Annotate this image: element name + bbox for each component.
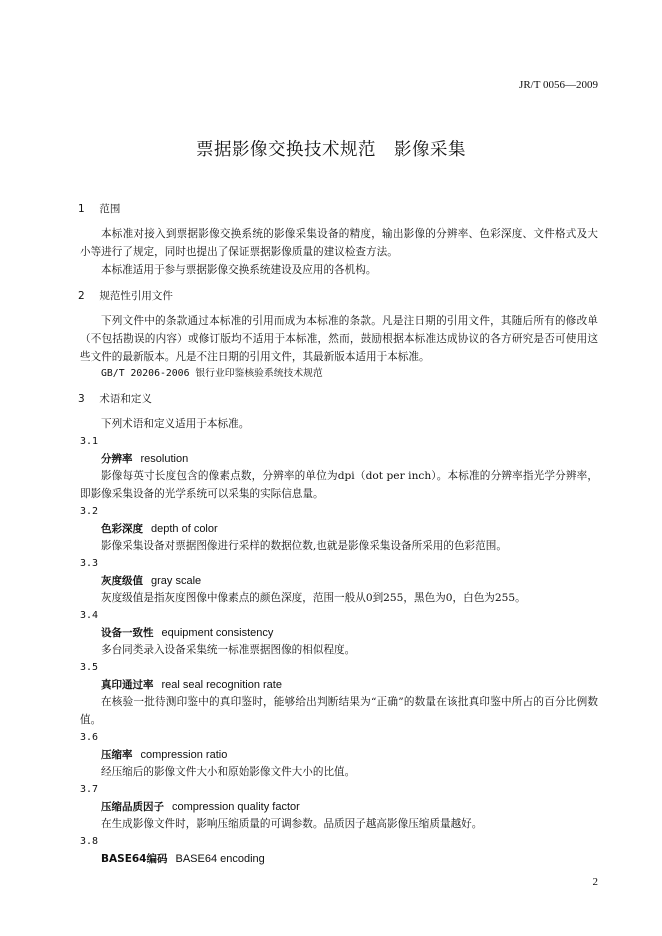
reference-gbt-20206: GB/T 20206-2006 银行业印鉴核验系统技术规范	[101, 368, 323, 379]
term-definition: 影像采集设备对票据图像进行采样的数据位数,也就是影像采集设备所采用的色彩范围。	[101, 540, 507, 552]
section-3-heading: 3 术语和定义	[78, 393, 152, 405]
term-number: 3.5	[80, 662, 99, 673]
term-heading: BASE64编码 BASE64 encoding	[101, 853, 265, 865]
section-2-para-1: 下列文件中的条款通过本标准的引用而成为本标准的条款。凡是注日期的引用文件，其随后所有的修改单（不包括勘误的内容）或修订版均不适用于本标准，然而，鼓励根据本标准达成协议的各方研究是否可使用这些文件的最新版本。凡是不注日期的引用文件，其最新版本适用于本标准。	[80, 315, 598, 363]
term-heading: 分辨率 resolution	[101, 453, 189, 465]
term-definition: 灰度级值是指灰度图像中像素点的颜色深度，范围一般从0到255，黑色为0，白色为255。	[101, 592, 526, 604]
section-1-heading: 1 范围	[78, 203, 121, 215]
term-number: 3.2	[80, 506, 99, 517]
term-number: 3.3	[80, 558, 99, 569]
term-number: 3.6	[80, 732, 99, 743]
term-definition: 经压缩后的影像文件大小和原始影像文件大小的比值。	[101, 766, 356, 778]
term-definition: 在生成影像文件时，影响压缩质量的可调参数。品质因子越高影像压缩质量越好。	[101, 818, 483, 830]
term-definition: 多台同类录入设备采集统一标准票据图像的相似程度。	[101, 644, 356, 656]
term-heading: 压缩率 compression ratio	[101, 749, 228, 761]
document-code: JR/T 0056—2009	[519, 79, 598, 91]
term-number: 3.7	[80, 784, 99, 795]
section-1-para-2: 本标准适用于参与票据影像交换系统建设及应用的各机构。	[101, 264, 377, 276]
term-heading: 压缩品质因子 compression quality factor	[101, 801, 300, 813]
term-number: 3.4	[80, 610, 99, 621]
term-heading: 设备一致性 equipment consistency	[101, 627, 274, 639]
page-title: 票据影像交换技术规范 影像采集	[196, 140, 466, 160]
page-number: 2	[592, 876, 598, 888]
section-1-para-1: 本标准对接入到票据影像交换系统的影像采集设备的精度，输出影像的分辨率、色彩深度、文件格式及大小等进行了规定，同时也提出了保证票据影像质量的建议检查方法。	[80, 228, 598, 258]
term-definition: 在核验一批待测印鉴中的真印鉴时，能够给出判断结果为“正确”的数量在该批真印鉴中所占的百分比例数值。	[80, 696, 598, 726]
term-heading: 真印通过率 real seal recognition rate	[101, 679, 282, 691]
term-heading: 灰度级值 gray scale	[101, 575, 202, 587]
section-2-heading: 2 规范性引用文件	[78, 290, 173, 302]
term-heading: 色彩深度 depth of color	[101, 523, 218, 535]
term-number: 3.8	[80, 836, 99, 847]
section-3-intro: 下列术语和定义适用于本标准。	[101, 418, 250, 430]
term-definition: 影像每英寸长度包含的像素点数，分辨率的单位为dpi（dot per inch）。本标准的分辨率指光学分辨率，即影像采集设备的光学系统可以采集的实际信息量。	[80, 470, 598, 500]
term-number: 3.1	[80, 436, 99, 447]
